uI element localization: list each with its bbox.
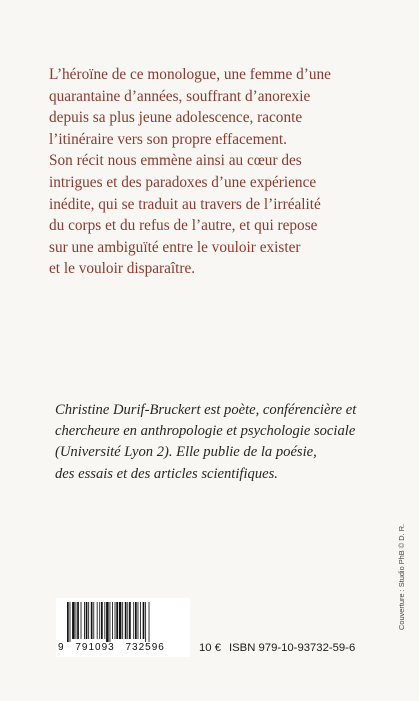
barcode-bar xyxy=(88,602,89,639)
barcode-bar xyxy=(149,602,150,642)
price-isbn-line xyxy=(199,642,355,654)
barcode-bars xyxy=(67,602,179,642)
barcode-bar xyxy=(99,602,100,639)
barcode-bar xyxy=(104,602,105,639)
barcode-bar xyxy=(138,602,139,639)
barcode-bar xyxy=(86,602,88,639)
barcode-bar xyxy=(116,602,118,639)
barcode-digit-group: 9 xyxy=(58,642,65,653)
blurb-line: sur une ambiguïté entre le vouloir exister xyxy=(49,238,301,256)
barcode-bar xyxy=(81,602,82,639)
barcode-bar xyxy=(125,602,127,639)
barcode-bar xyxy=(93,602,94,639)
barcode-bar xyxy=(133,602,134,639)
barcode-digits xyxy=(58,642,172,653)
blurb-line: intrigues et des paradoxes d’une expérience xyxy=(49,173,317,191)
barcode-digit-group: 732596 xyxy=(125,642,165,653)
bio-line: (Université Lyon 2). Elle publie de la poésie, xyxy=(55,444,317,461)
blurb-line: et le vouloir disparaître. xyxy=(49,260,196,278)
barcode-bar xyxy=(129,602,131,639)
price: 10 € xyxy=(199,642,221,654)
barcode-bar xyxy=(91,602,93,639)
barcode-bar xyxy=(76,602,77,639)
author-bio xyxy=(55,400,375,485)
barcode-bar xyxy=(97,602,98,639)
barcode-bar xyxy=(84,602,85,639)
bio-line: chercheure en anthropologie et psychologie sociale xyxy=(55,423,356,440)
isbn-number: ISBN 979-10-93732-59-6 xyxy=(229,642,356,654)
blurb-line: Son récit nous emmène ainsi au cœur des xyxy=(49,152,302,170)
barcode-bar xyxy=(122,602,123,639)
blurb-line: l’itinéraire vers son propre effacement. xyxy=(49,130,287,148)
barcode-bar xyxy=(77,602,79,639)
blurb-line: inédite, qui se traduit au travers de l’irréalité xyxy=(49,195,321,213)
barcode-bar xyxy=(127,602,128,639)
barcode-bar xyxy=(106,602,109,642)
barcode-digit-group: 791093 xyxy=(75,642,115,653)
cover-credit: Couverture : Studio PhB © D. R. xyxy=(397,523,406,630)
bio-line: Christine Durif-Bruckert est poète, conférencière et xyxy=(55,402,357,418)
barcode-bar xyxy=(145,602,146,642)
bio-line: des essais et des articles scientifiques. xyxy=(55,465,278,482)
barcode-bar xyxy=(112,602,113,639)
barcode-bar xyxy=(110,602,111,642)
barcode-bar xyxy=(70,602,71,642)
blurb-line: quarantaine d’années, souffrant d’anorexie xyxy=(49,87,311,105)
barcode-bar xyxy=(143,602,145,639)
barcode-bar xyxy=(67,602,69,642)
blurb-line: L’héroïne de ce monologue, une femme d’une xyxy=(49,66,331,83)
barcode-bar xyxy=(140,602,141,639)
barcode-bar xyxy=(101,602,103,639)
blurb-line: depuis sa plus jeune adolescence, raconte xyxy=(49,109,303,127)
barcode-bar xyxy=(135,602,137,639)
barcode-bar xyxy=(119,602,122,639)
barcode-bar xyxy=(115,602,116,639)
blurb-line: du corps et du refus de l’autre, et qui repose xyxy=(49,217,318,235)
isbn-barcode xyxy=(56,598,190,657)
book-blurb xyxy=(49,64,389,280)
barcode-bar xyxy=(72,602,75,639)
